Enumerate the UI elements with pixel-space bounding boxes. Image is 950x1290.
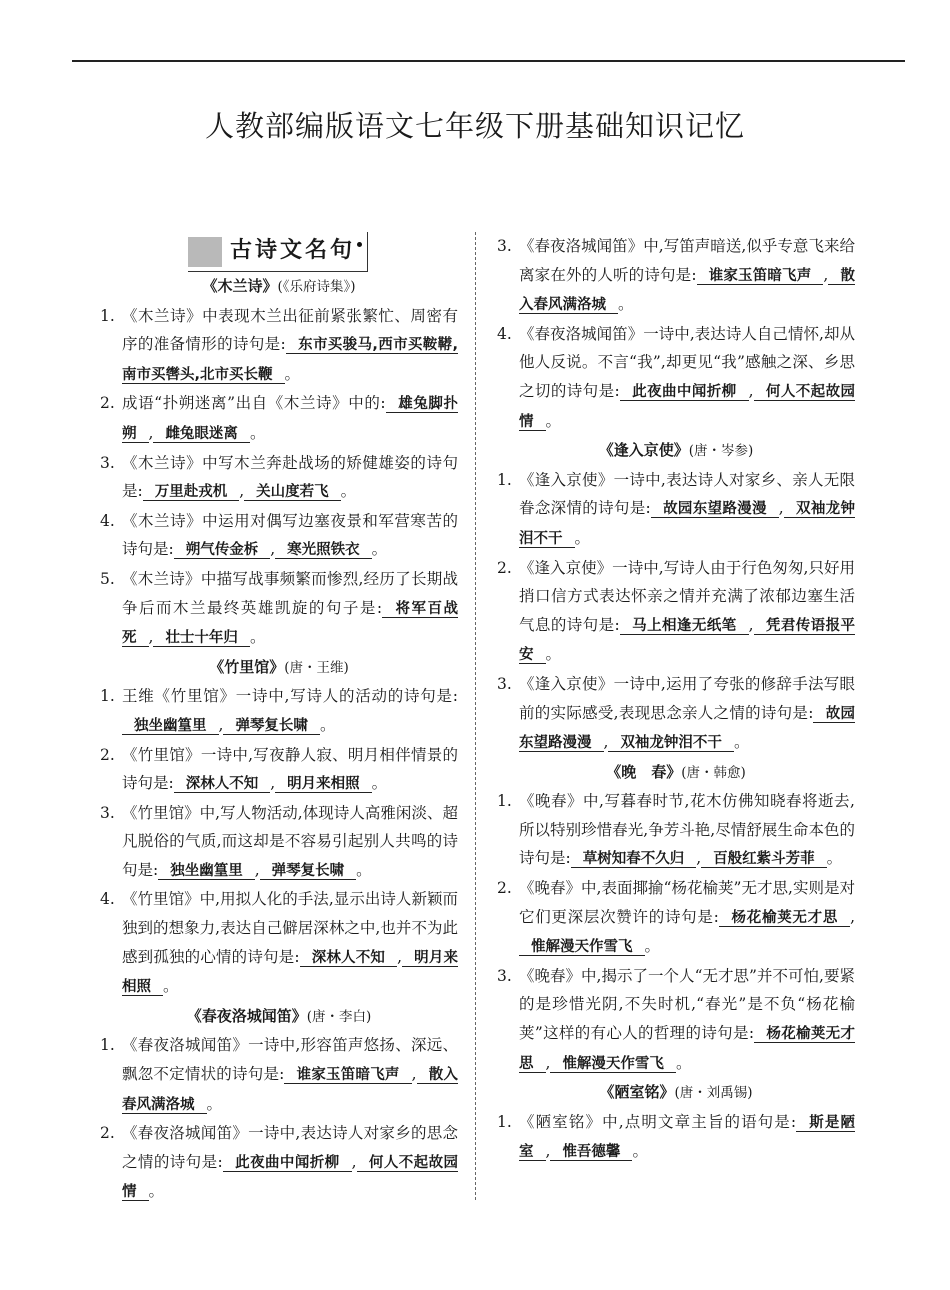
question-item	[100, 885, 458, 1001]
answer-blank: 谁家玉笛暗飞声	[697, 268, 824, 285]
answer-blank: 惟解漫天作雪飞	[550, 1056, 676, 1073]
poem-title: 《木兰诗》	[202, 277, 278, 295]
poem-title: 《春夜洛城闻笛》	[186, 1006, 307, 1025]
question-text: 《陋室铭》中,点明文章主旨的语句是:	[519, 1112, 797, 1131]
question-item	[497, 1108, 855, 1167]
question-item	[100, 1031, 458, 1119]
question-item	[100, 507, 458, 565]
answer-blank: 明月来相照	[122, 949, 458, 996]
answer-blank: 百般红紫斗芳菲	[701, 851, 827, 868]
poem-title: 《竹里馆》	[209, 657, 285, 676]
separator: ,	[696, 849, 702, 868]
answer-blank: 马上相逢无纸笔	[620, 618, 749, 635]
question-text: 《竹里馆》一诗中,写夜静人寂、明月相伴情景的诗句是:	[122, 745, 458, 793]
question-text: 《晚春》中,揭示了一个人“无才思”并不可怕,要紧的是珍惜光阴,不失时机,“春光”是不负“杨花榆荚”这样的有心人的哲理的诗句是:	[519, 966, 855, 1043]
question-item	[497, 962, 855, 1078]
question-number: 3.	[497, 966, 512, 985]
answer-blank: 双袖龙钟泪不干	[608, 735, 734, 752]
answer-blank: 惟解漫天作雪飞	[519, 939, 645, 956]
question-number: 3.	[100, 803, 115, 822]
question-text: 《晚春》中,写暮春时节,花木仿佛知晓春将逝去,所以特别珍惜春光,争芳斗艳,尽情舒展生命本色的诗句是:	[519, 792, 855, 868]
end-mark: 。	[574, 528, 591, 547]
end-mark: 。	[675, 1053, 692, 1072]
separator: ,	[254, 860, 260, 879]
question-text: 《晚春》中,表面揶揄“杨花榆荚”无才思,实则是对它们更深层次赞许的诗句是:	[519, 879, 855, 926]
question-number: 4.	[100, 511, 115, 530]
end-mark: 。	[148, 1182, 165, 1201]
question-number: 4.	[100, 890, 115, 909]
answer-blank: 朔气传金柝	[174, 542, 271, 559]
question-text: 《竹里馆》中,用拟人化的手法,显示出诗人新颖而独到的想象力,表达自己僻居深林之中,也并不为此感到孤独的心情的诗句是:	[122, 890, 458, 966]
question-item	[497, 670, 855, 758]
question-text: 《逢入京使》一诗中,表达诗人对家乡、亲人无限眷念深情的诗句是:	[519, 470, 855, 518]
question-number: 5.	[100, 569, 115, 588]
banner-block-icon	[188, 237, 222, 267]
answer-blank: 双袖龙钟泪不干	[519, 501, 855, 547]
poem-title: 《逢入京使》	[598, 441, 689, 460]
poem-source: (唐・李白)	[306, 1008, 372, 1025]
question-text: 成语“扑朔迷离”出自《木兰诗》中的:	[122, 394, 386, 413]
end-mark: 。	[371, 774, 388, 793]
answer-blank: 此夜曲中闻折柳	[223, 1155, 352, 1172]
question-number: 1.	[100, 687, 115, 706]
page-title: 人教部编版语文七年级下册基础知识记忆	[204, 109, 745, 143]
poem-title: 《陋室铭》	[599, 1083, 675, 1102]
answer-blank: 深林人不知	[174, 776, 271, 793]
column-divider	[475, 232, 476, 1200]
question-number: 2.	[100, 1124, 115, 1143]
end-mark: 。	[733, 733, 750, 752]
separator: ,	[545, 1053, 551, 1072]
end-mark: 。	[249, 423, 266, 442]
end-mark: 。	[340, 482, 357, 501]
top-rule	[72, 60, 905, 62]
poem-source: (《乐府诗集》)	[277, 279, 356, 295]
question-item	[497, 874, 855, 962]
answer-blank: 斯是陋室	[519, 1114, 856, 1161]
answer-blank: 关山度若飞	[244, 484, 341, 501]
question-item	[497, 787, 855, 874]
answer-blank: 壮士十年归	[153, 630, 250, 647]
answer-blank: 雄兔脚扑朔	[122, 396, 459, 442]
question-number: 3.	[497, 674, 512, 693]
question-item	[100, 449, 458, 507]
question-text: 《竹里馆》中,写人物活动,体现诗人高雅闲淡、超凡脱俗的气质,而这却是不容易引起别人共鸣的诗句是:	[122, 803, 458, 879]
question-item	[497, 554, 855, 670]
end-mark: 。	[545, 411, 562, 430]
separator: ,	[270, 540, 276, 559]
end-mark: 。	[618, 295, 634, 314]
question-number: 2.	[497, 558, 512, 577]
separator: ,	[748, 615, 754, 634]
question-number: 1.	[100, 1036, 115, 1055]
end-mark: 。	[319, 715, 336, 734]
poem-heading-chunye	[100, 1002, 458, 1032]
poem-source: (唐・韩愈)	[681, 764, 746, 781]
banner-dot-icon	[357, 242, 362, 247]
question-item	[100, 1119, 458, 1207]
answer-blank: 杨花榆荚无才思	[519, 1026, 856, 1072]
poem-heading-mulan	[100, 272, 458, 302]
poem-heading-zhuliguan	[100, 653, 458, 683]
end-mark: 。	[826, 849, 843, 868]
poem-heading-wanchun	[497, 758, 855, 788]
separator: ,	[239, 482, 245, 501]
question-item	[497, 232, 855, 320]
end-mark: 。	[249, 628, 266, 647]
section-title: 古诗文名句	[230, 238, 356, 264]
separator: ,	[218, 715, 224, 734]
end-mark: 。	[284, 364, 301, 383]
question-text: 《春夜洛城闻笛》一诗中,表达诗人自己情怀,却从他人反说。不言“我”,却更见“我”感触之深、乡思之切的诗句是:	[519, 324, 855, 400]
answer-blank: 雌兔眼迷离	[153, 426, 250, 443]
question-number: 2.	[100, 394, 115, 413]
end-mark: 。	[163, 977, 179, 996]
answer-blank: 独坐幽篁里	[122, 718, 219, 735]
poem-source: (唐・刘禹锡)	[674, 1085, 753, 1102]
separator: ,	[351, 1152, 357, 1171]
answer-blank: 深林人不知	[300, 950, 398, 967]
answer-blank: 东市买骏马,西市买鞍鞯,南市买辔头,北市买长鞭	[122, 337, 458, 383]
question-number: 4.	[497, 324, 512, 343]
left-column	[100, 232, 458, 1207]
question-item	[100, 741, 458, 799]
answer-blank: 散入春风满洛城	[519, 267, 856, 314]
question-item	[497, 320, 855, 436]
question-text: 《木兰诗》中运用对偶写边塞夜景和军营寒苦的诗句是:	[122, 511, 458, 559]
answer-blank: 此夜曲中闻折柳	[620, 384, 749, 401]
answer-blank: 弹琴复长啸	[223, 718, 320, 735]
separator: ,	[823, 265, 829, 284]
question-text: 王维《竹里馆》一诗中,写诗人的活动的诗句是:	[122, 687, 458, 706]
separator: ,	[603, 733, 609, 752]
poem-heading-loushi	[497, 1078, 855, 1108]
answer-blank: 凭君传语报平安	[519, 617, 856, 664]
question-item	[100, 565, 458, 653]
poem-source: (唐・岑参)	[688, 443, 754, 460]
question-text: 《春夜洛城闻笛》一诗中,表达诗人对家乡的思念之情的诗句是:	[122, 1124, 458, 1171]
question-number: 3.	[497, 237, 512, 255]
separator: ,	[270, 774, 276, 793]
end-mark: 。	[356, 860, 372, 879]
answer-blank: 散入春风满洛城	[122, 1067, 458, 1113]
question-text: 《逢入京使》一诗中,运用了夸张的修辞手法写眼前的实际感受,表现思念亲人之情的诗句是:	[519, 674, 855, 722]
answer-blank: 谁家玉笛暗飞声	[284, 1067, 411, 1084]
question-number: 1.	[497, 1112, 512, 1131]
separator: ,	[748, 381, 754, 400]
answer-blank: 将军百战死	[122, 600, 458, 647]
separator: ,	[545, 1142, 551, 1161]
separator: ,	[850, 907, 855, 926]
question-text: 《春夜洛城闻笛》一诗中,形容笛声悠扬、深远、飘忽不定情状的诗句是:	[122, 1036, 458, 1084]
question-text: 《逢入京使》一诗中,写诗人由于行色匆匆,只好用捎口信方式表达怀亲之情并充满了浓郁边塞生活气息的诗句是:	[519, 558, 855, 634]
answer-blank: 何人不起故园情	[122, 1154, 459, 1201]
answer-blank: 明月来相照	[275, 776, 372, 793]
question-text: 《木兰诗》中表现木兰出征前紧张繁忙、周密有序的准备情形的诗句是:	[122, 306, 458, 354]
question-text: 《木兰诗》中写木兰奔赴战场的矫健雄姿的诗句是:	[122, 453, 458, 501]
answer-blank: 何人不起故园情	[519, 383, 856, 430]
separator: ,	[411, 1065, 417, 1084]
answer-blank: 杨花榆荚无才思	[719, 910, 850, 927]
poem-title: 《晚 春》	[606, 762, 682, 781]
right-column	[497, 232, 855, 1167]
question-item	[100, 302, 458, 390]
end-mark: 。	[545, 645, 562, 664]
question-item	[497, 466, 855, 554]
separator: ,	[148, 423, 154, 442]
answer-blank: 独坐幽篁里	[158, 863, 255, 880]
poem-source: (唐・王维)	[284, 659, 349, 676]
question-number: 2.	[100, 745, 115, 764]
question-number: 1.	[100, 306, 115, 325]
question-number: 1.	[497, 470, 512, 489]
poem-heading-fengru	[497, 436, 855, 466]
question-number: 3.	[100, 453, 115, 472]
answer-blank: 弹琴复长啸	[260, 863, 357, 880]
question-text: 《木兰诗》中描写战事频繁而惨烈,经历了长期战争后而木兰最终英雄凯旋的句子是:	[122, 569, 458, 617]
end-mark: 。	[371, 540, 388, 559]
end-mark: 。	[644, 937, 661, 956]
answer-blank: 万里赴戎机	[143, 484, 240, 501]
end-mark: 。	[206, 1094, 223, 1113]
separator: ,	[397, 947, 402, 966]
question-number: 1.	[497, 792, 512, 811]
question-item	[100, 682, 458, 740]
separator: ,	[148, 628, 154, 647]
answer-blank: 惟吾德馨	[550, 1144, 632, 1161]
end-mark: 。	[632, 1142, 648, 1161]
answer-blank: 寒光照铁衣	[275, 542, 372, 559]
section-banner	[188, 232, 368, 272]
answer-blank: 故园东望路漫漫	[519, 705, 855, 752]
separator: ,	[778, 499, 784, 518]
question-item	[100, 389, 458, 448]
question-text: 《春夜洛城闻笛》中,写笛声暗送,似乎专意飞来给离家在外的人听的诗句是:	[519, 237, 855, 284]
question-item	[100, 799, 458, 886]
question-number: 2.	[497, 879, 512, 898]
answer-blank: 草树知春不久归	[571, 851, 697, 868]
answer-blank: 故园东望路漫漫	[651, 501, 779, 518]
